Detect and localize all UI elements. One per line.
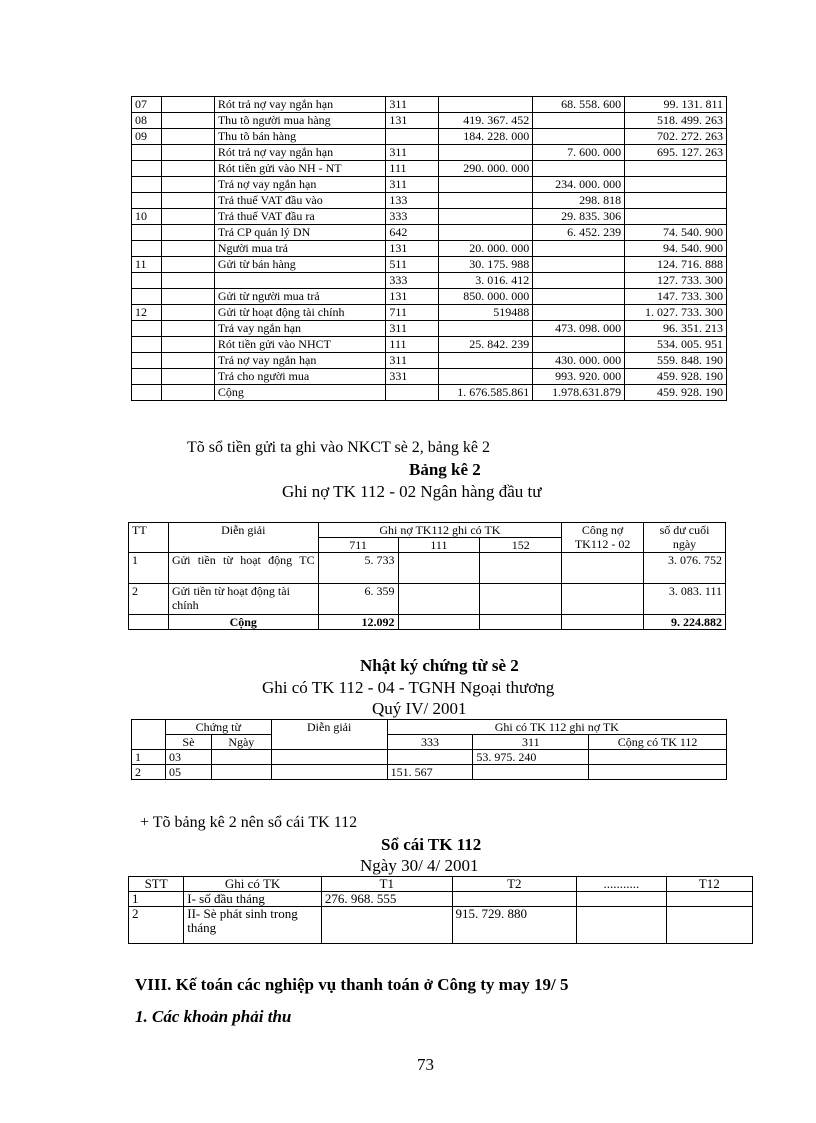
ledger-blank (161, 161, 214, 177)
nkct-header-ngay: Ngày (211, 735, 271, 750)
note-line-2: + Tõ bảng kê 2 nên sổ cái TK 112 (140, 814, 358, 831)
nkct-cong (589, 765, 727, 780)
ledger-account (386, 129, 439, 145)
ledger-debit: 20. 000. 000 (439, 241, 533, 257)
ledger-blank (161, 369, 214, 385)
ledger-debit (439, 145, 533, 161)
ledger-no (132, 161, 162, 177)
table-row (132, 289, 727, 305)
nkct-n: 2 (132, 765, 166, 780)
socai-dots (577, 892, 666, 907)
socai-header-t1: T1 (321, 877, 452, 892)
table-row (132, 193, 727, 209)
socai-dots (577, 907, 666, 944)
nkct-period: Quý IV/ 2001 (372, 699, 467, 718)
bk-total-label: Cộng (168, 615, 318, 630)
socai-stt: 2 (129, 907, 184, 944)
ledger-desc: Trả vay ngắn hạn (214, 321, 386, 337)
table-row (132, 353, 727, 369)
ledger-account: 333 (386, 273, 439, 289)
bk-tt: 2 (129, 584, 169, 615)
ledger-balance (625, 193, 727, 209)
ledger-blank (161, 241, 214, 257)
ledger-balance: 124. 716. 888 (625, 257, 727, 273)
ledger-debit (439, 177, 533, 193)
ledger-account: 311 (386, 145, 439, 161)
ledger-desc: Trả thuế VAT đầu vào (214, 193, 386, 209)
ledger-balance: 695. 127. 263 (625, 145, 727, 161)
table-row (132, 273, 727, 289)
table-row (132, 369, 727, 385)
ledger-no (132, 321, 162, 337)
bk-congno (562, 615, 644, 630)
bk-111 (398, 584, 480, 615)
ledger-no: 09 (132, 129, 162, 145)
nkct-header-cong: Cộng có TK 112 (589, 735, 727, 750)
ledger-desc (214, 273, 386, 289)
bk-header-diengiai: Diễn giải (168, 523, 318, 553)
ledger-desc: Trả thuế VAT đầu ra (214, 209, 386, 225)
table-row (132, 225, 727, 241)
ledger-credit: 473. 098. 000 (533, 321, 625, 337)
socai-t12 (666, 907, 752, 944)
ledger-blank (161, 193, 214, 209)
ledger-balance: 74. 540. 900 (625, 225, 727, 241)
nkct-header-311: 311 (473, 735, 589, 750)
ledger-balance: 147. 733. 300 (625, 289, 727, 305)
ledger-no (132, 353, 162, 369)
table-row (132, 209, 727, 225)
table-row (132, 241, 727, 257)
ledger-debit (439, 225, 533, 241)
ledger-desc: Trả cho người mua (214, 369, 386, 385)
ledger-balance: 518. 499. 263 (625, 113, 727, 129)
bk-soduc: 3. 083. 111 (644, 584, 726, 615)
ledger-account: 131 (386, 289, 439, 305)
ledger-no (132, 225, 162, 241)
nkct-so: 03 (165, 750, 211, 765)
ledger-balance: 1. 027. 733. 300 (625, 305, 727, 321)
ledger-desc: Rót trả nợ vay ngắn hạn (214, 145, 386, 161)
nkct-311: 53. 975. 240 (473, 750, 589, 765)
ledger-credit: 29. 835. 306 (533, 209, 625, 225)
socai-t2 (452, 892, 577, 907)
ledger-account: 131 (386, 241, 439, 257)
ledger-desc: Rót trả nợ vay ngắn hạn (214, 97, 386, 113)
bk-total-soduc: 9. 224.882 (644, 615, 726, 630)
page-number: 73 (417, 1055, 434, 1074)
ledger-no (132, 145, 162, 161)
bk-tt: 1 (129, 553, 169, 584)
table-row (132, 305, 727, 321)
ledger-credit (533, 129, 625, 145)
table-row (129, 907, 753, 944)
ledger-balance: 99. 131. 811 (625, 97, 727, 113)
ledger-no (132, 337, 162, 353)
table-row (132, 177, 727, 193)
bk-diengiai: Gửi tiền từ hoạt động tài chính (168, 584, 318, 615)
ledger-credit: 1.978.631.879 (533, 385, 625, 401)
ledger-account: 111 (386, 337, 439, 353)
bk-711: 6. 359 (318, 584, 398, 615)
ledger-debit (439, 193, 533, 209)
table-row (132, 145, 727, 161)
nkct-title: Nhật ký chứng từ sè 2 (360, 656, 519, 675)
ledger-account: 511 (386, 257, 439, 273)
ledger-no: 11 (132, 257, 162, 273)
ledger-account: 311 (386, 97, 439, 113)
ledger-desc: Thu tõ người mua hàng (214, 113, 386, 129)
bk-sub-152: 152 (480, 538, 562, 553)
ledger-no: 12 (132, 305, 162, 321)
table-row (132, 257, 727, 273)
bangke-title: Bảng kê 2 (409, 460, 481, 479)
ledger-blank (161, 145, 214, 161)
socai-header-stt: STT (129, 877, 184, 892)
nkct-cong (589, 750, 727, 765)
ledger-credit (533, 113, 625, 129)
bk-congno (562, 584, 644, 615)
table-row (132, 337, 727, 353)
nkct-header-333: 333 (387, 735, 473, 750)
ledger-balance: 459. 928. 190 (625, 369, 727, 385)
ledger-desc: Rót tiền gửi vào NHCT (214, 337, 386, 353)
ledger-credit (533, 257, 625, 273)
ledger-desc: Trả nợ vay ngắn hạn (214, 353, 386, 369)
socai-label: I- số đầu tháng (184, 892, 322, 907)
socai-header-t12: T12 (666, 877, 752, 892)
ledger-no (132, 177, 162, 193)
ledger-credit: 298. 818 (533, 193, 625, 209)
ledger-balance: 127. 733. 300 (625, 273, 727, 289)
ledger-credit: 68. 558. 600 (533, 97, 625, 113)
bk-sub-711: 711 (318, 538, 398, 553)
ledger-blank (161, 257, 214, 273)
ledger-debit: 3. 016. 412 (439, 273, 533, 289)
ledger-no: 08 (132, 113, 162, 129)
bk-111 (398, 615, 480, 630)
ledger-desc: Gửi từ người mua trả (214, 289, 386, 305)
table-row (132, 321, 727, 337)
table-row (132, 765, 727, 780)
ledger-credit: 430. 000. 000 (533, 353, 625, 369)
ledger-blank (161, 289, 214, 305)
ledger-blank (161, 273, 214, 289)
ledger-debit: 25. 842. 239 (439, 337, 533, 353)
ledger-debit (439, 369, 533, 385)
ledger-balance: 94. 540. 900 (625, 241, 727, 257)
table-row (132, 750, 727, 765)
nkct-311 (473, 765, 589, 780)
ledger-balance: 459. 928. 190 (625, 385, 727, 401)
bk-soduc: 3. 076. 752 (644, 553, 726, 584)
ledger-no (132, 273, 162, 289)
ledger-desc: Người mua trả (214, 241, 386, 257)
nkct-header-so: Sè (165, 735, 211, 750)
bk-711: 5. 733 (318, 553, 398, 584)
nkct-header-diengiai: Diễn giải (271, 720, 387, 750)
ledger-account: 711 (386, 305, 439, 321)
table-row (132, 97, 727, 113)
table-row (129, 553, 726, 584)
ledger-blank (161, 353, 214, 369)
nkct-header-blank (132, 720, 166, 750)
ledger-credit (533, 241, 625, 257)
nkct-table (131, 719, 727, 780)
bk-diengiai: Gửi tiền từ hoạt động TC (168, 553, 318, 584)
socai-t1 (321, 907, 452, 944)
ledger-balance: 559. 848. 190 (625, 353, 727, 369)
socai-date: Ngày 30/ 4/ 2001 (360, 856, 479, 875)
ledger-blank (161, 305, 214, 321)
table-row (129, 892, 753, 907)
table-row (129, 615, 726, 630)
ledger-debit: 290. 000. 000 (439, 161, 533, 177)
nkct-ngay (211, 750, 271, 765)
ledger-debit (439, 353, 533, 369)
ledger-debit: 1. 676.585.861 (439, 385, 533, 401)
ledger-account (386, 385, 439, 401)
nkct-n: 1 (132, 750, 166, 765)
table-row (129, 584, 726, 615)
table-row (132, 113, 727, 129)
socai-stt: 1 (129, 892, 184, 907)
nkct-333 (387, 750, 473, 765)
ledger-blank (161, 337, 214, 353)
socai-t1: 276. 968. 555 (321, 892, 452, 907)
ledger-balance: 96. 351. 213 (625, 321, 727, 337)
nkct-ngay (211, 765, 271, 780)
ledger-account: 131 (386, 113, 439, 129)
ledger-no (132, 369, 162, 385)
bk-header-soduc: số dư cuối ngày (644, 523, 726, 553)
note-line-1: Tõ sổ tiền gửi ta ghi vào NKCT sè 2, bảng kê 2 (187, 439, 490, 456)
nkct-subtitle: Ghi có TK 112 - 04 - TGNH Ngoại thương (262, 678, 555, 697)
socai-header-dots: ........... (577, 877, 666, 892)
ledger-debit (439, 97, 533, 113)
ledger-credit: 6. 452. 239 (533, 225, 625, 241)
ledger-credit: 7. 600. 000 (533, 145, 625, 161)
ledger-credit (533, 305, 625, 321)
subsection-heading: 1. Các khoản phải thu (135, 1007, 292, 1026)
ledger-debit: 184. 228. 000 (439, 129, 533, 145)
ledger-balance (625, 161, 727, 177)
ledger-account: 111 (386, 161, 439, 177)
bk-152 (480, 553, 562, 584)
ledger-balance: 534. 005. 951 (625, 337, 727, 353)
ledger-no: 07 (132, 97, 162, 113)
bk-sub-111: 111 (398, 538, 480, 553)
ledger-credit: 993. 920. 000 (533, 369, 625, 385)
ledger-account: 331 (386, 369, 439, 385)
bk-congno (562, 553, 644, 584)
nkct-dg (271, 765, 387, 780)
ledger-balance (625, 209, 727, 225)
nkct-header-ghico: Ghi có TK 112 ghi nợ TK (387, 720, 726, 735)
ledger-blank (161, 321, 214, 337)
ledger-balance (625, 177, 727, 193)
socai-header-t2: T2 (452, 877, 577, 892)
ledger-desc: Thu tõ bán hàng (214, 129, 386, 145)
ledger-no (132, 241, 162, 257)
socai-title: Sổ cái TK 112 (381, 835, 482, 854)
ledger-blank (161, 97, 214, 113)
ledger-credit (533, 161, 625, 177)
ledger-credit (533, 273, 625, 289)
ledger-debit: 30. 175. 988 (439, 257, 533, 273)
ledger-debit: 419. 367. 452 (439, 113, 533, 129)
nkct-333: 151. 567 (387, 765, 473, 780)
ledger-blank (161, 225, 214, 241)
nkct-so: 05 (165, 765, 211, 780)
ledger-account: 333 (386, 209, 439, 225)
bk-header-tt: TT (129, 523, 169, 553)
ledger-table (131, 96, 727, 401)
ledger-blank (161, 113, 214, 129)
ledger-no (132, 289, 162, 305)
ledger-balance: 702. 272. 263 (625, 129, 727, 145)
bk-tt (129, 615, 169, 630)
ledger-desc: Rót tiền gửi vào NH - NT (214, 161, 386, 177)
bangke-subtitle: Ghi nợ TK 112 - 02 Ngân hàng đầu tư (282, 482, 542, 501)
socai-label: II- Sè phát sinh trong tháng (184, 907, 322, 944)
ledger-account: 642 (386, 225, 439, 241)
ledger-no: 10 (132, 209, 162, 225)
ledger-account: 311 (386, 353, 439, 369)
ledger-credit: 234. 000. 000 (533, 177, 625, 193)
bk-152 (480, 584, 562, 615)
ledger-blank (161, 129, 214, 145)
ledger-account: 311 (386, 321, 439, 337)
ledger-desc: Gửi từ bán hàng (214, 257, 386, 273)
ledger-account: 311 (386, 177, 439, 193)
ledger-desc: Trả CP quản lý DN (214, 225, 386, 241)
bk-152 (480, 615, 562, 630)
nkct-dg (271, 750, 387, 765)
ledger-debit (439, 209, 533, 225)
bk-header-ghino: Ghi nợ TK112 ghi có TK (318, 523, 562, 538)
bk-111 (398, 553, 480, 584)
socai-header-ghico: Ghi có TK (184, 877, 322, 892)
table-row (132, 385, 727, 401)
bk-total-711: 12.092 (318, 615, 398, 630)
ledger-debit: 519488 (439, 305, 533, 321)
ledger-no (132, 193, 162, 209)
bangke-table (128, 522, 726, 630)
ledger-debit: 850. 000. 000 (439, 289, 533, 305)
socai-t12 (666, 892, 752, 907)
ledger-credit (533, 337, 625, 353)
ledger-credit (533, 289, 625, 305)
ledger-account: 133 (386, 193, 439, 209)
ledger-no (132, 385, 162, 401)
table-row (132, 129, 727, 145)
ledger-blank (161, 177, 214, 193)
bk-header-congno: Công nợ TK112 - 02 (562, 523, 644, 553)
socai-t2: 915. 729. 880 (452, 907, 577, 944)
ledger-desc: Cộng (214, 385, 386, 401)
ledger-debit (439, 321, 533, 337)
section-heading: VIII. Kế toán các nghiệp vụ thanh toán ở Công ty may 19/ 5 (135, 975, 569, 994)
ledger-desc: Gửi từ hoạt động tài chính (214, 305, 386, 321)
ledger-blank (161, 209, 214, 225)
nkct-header-chungtu: Chứng từ (165, 720, 271, 735)
socai-table (128, 876, 753, 944)
ledger-desc: Trả nợ vay ngắn hạn (214, 177, 386, 193)
table-row (132, 161, 727, 177)
ledger-blank (161, 385, 214, 401)
